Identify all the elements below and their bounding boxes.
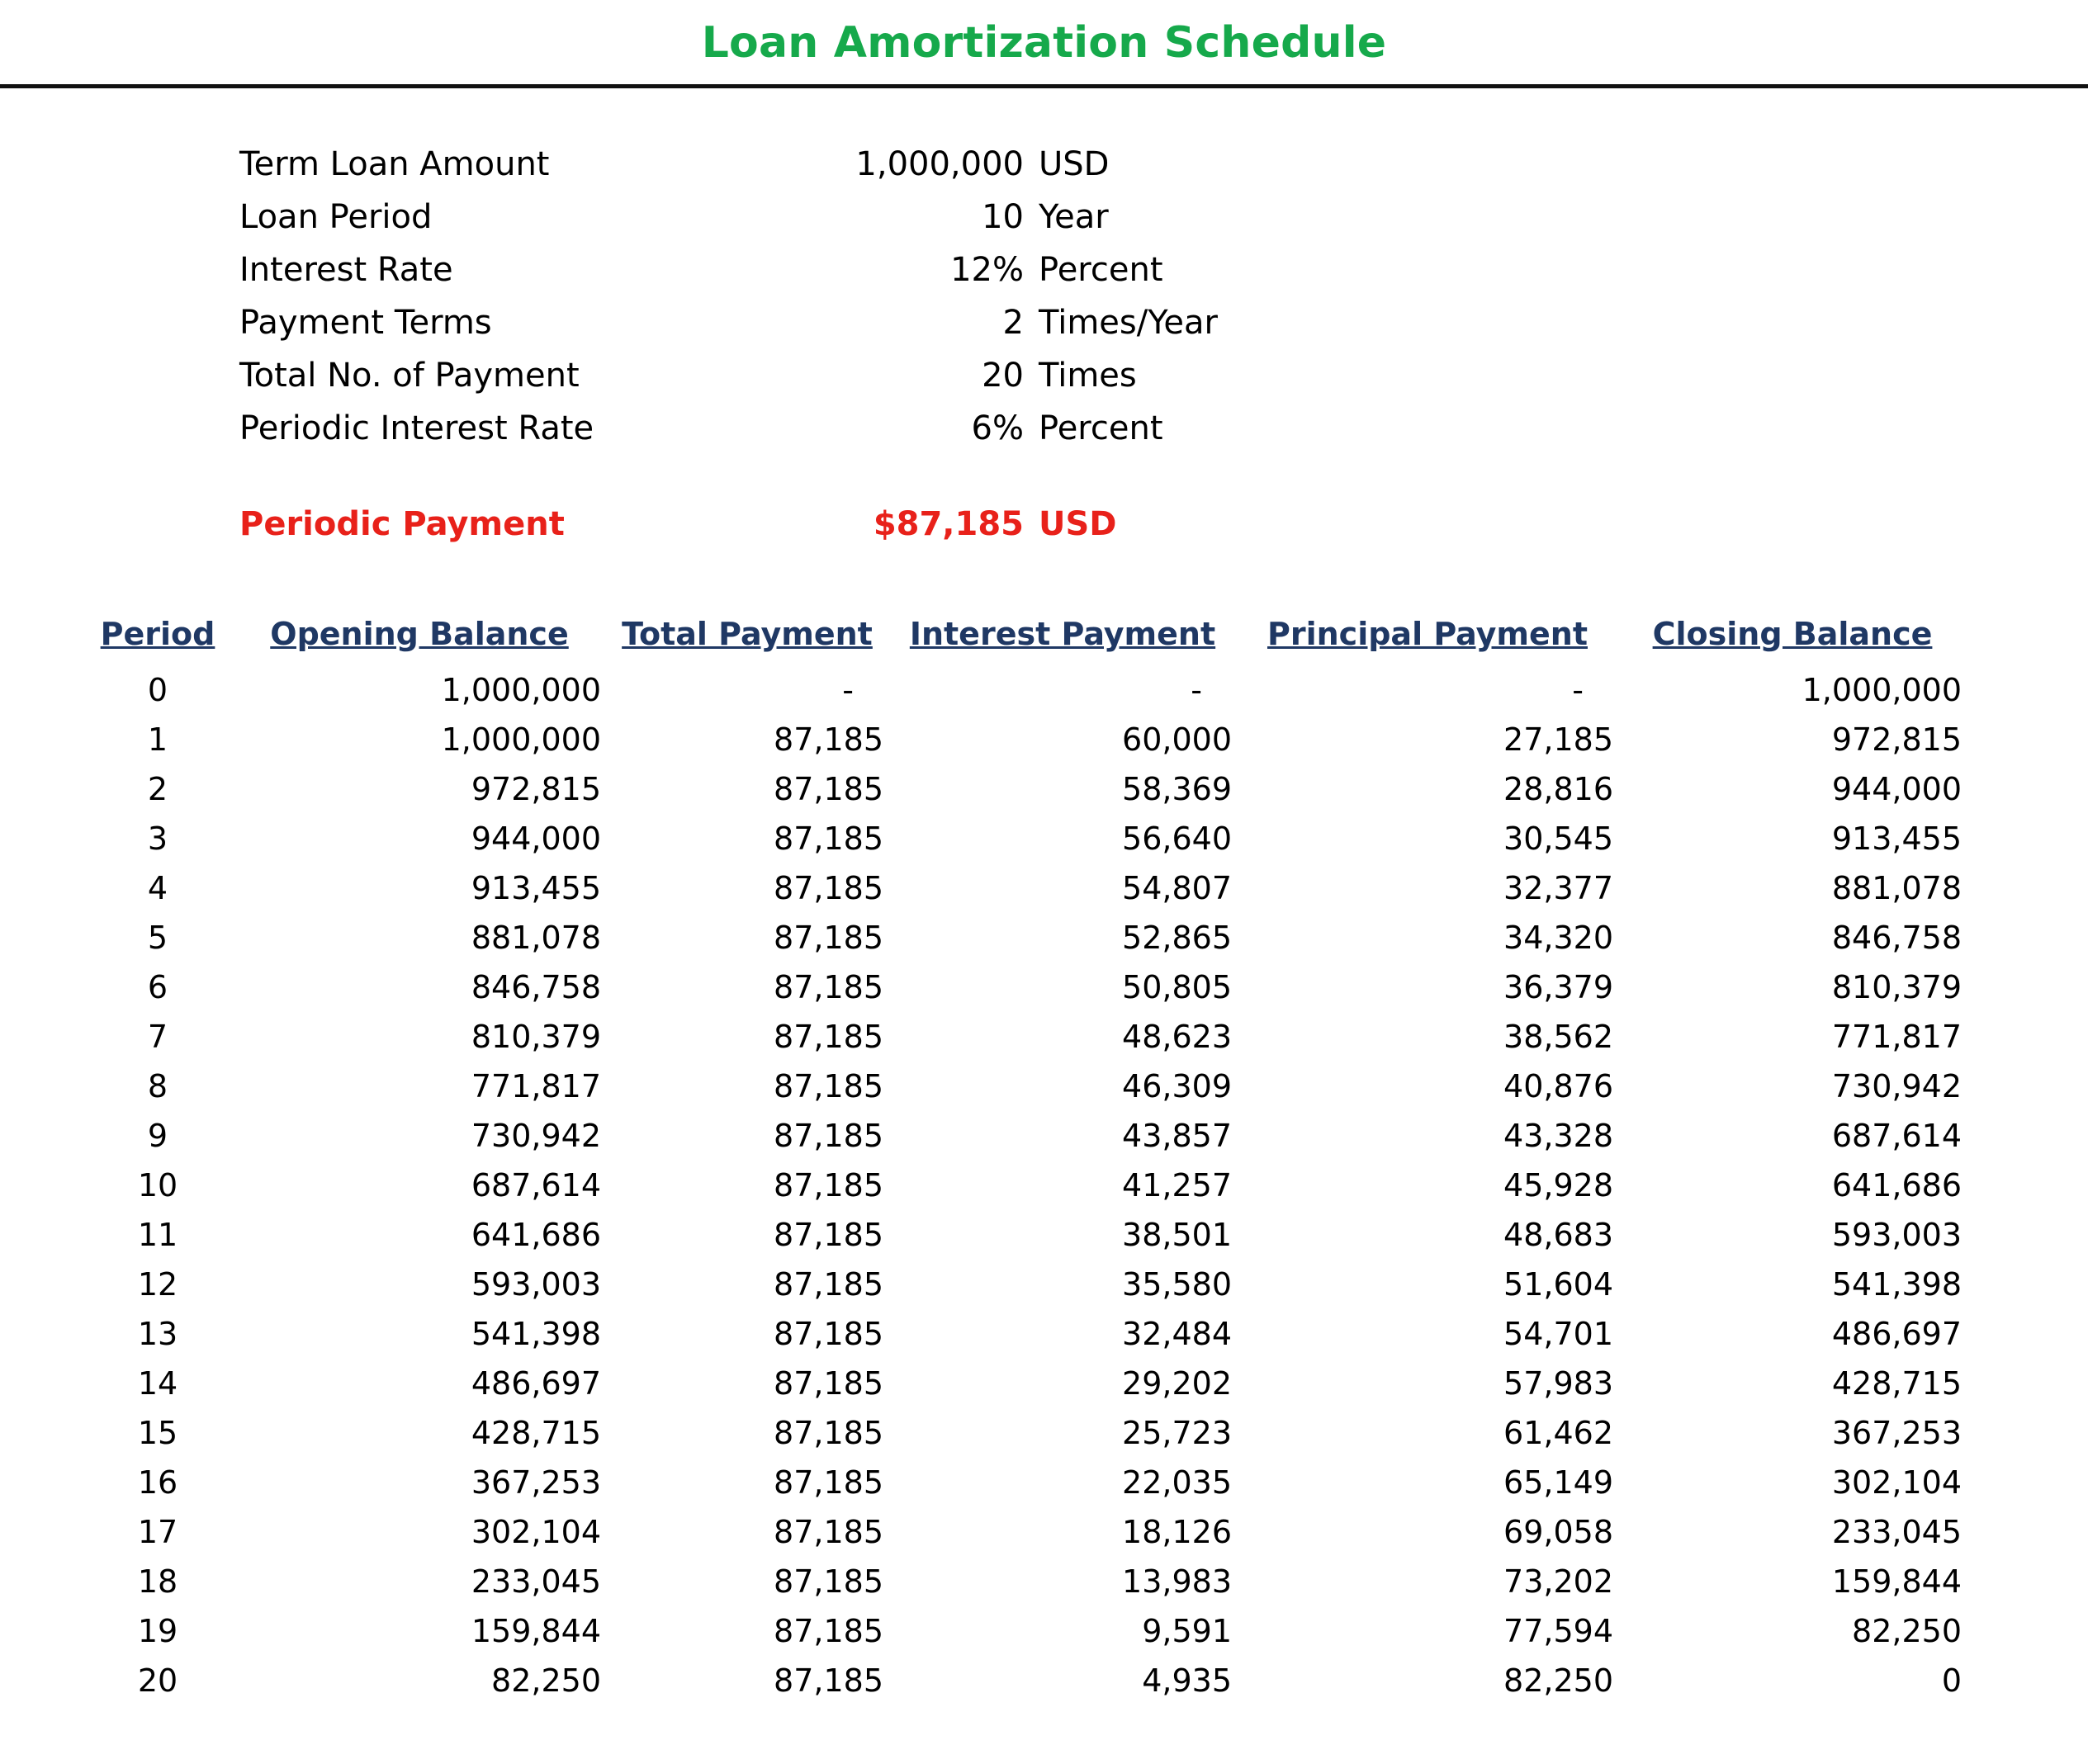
cell-total-payment: 87,185	[774, 1365, 883, 1402]
cell-period: 7	[147, 1019, 168, 1055]
table-row	[83, 1458, 1967, 1507]
cell-principal-payment: 82,250	[1503, 1662, 1613, 1699]
cell-interest-payment: 38,501	[1122, 1217, 1232, 1253]
table-row	[83, 1507, 1967, 1557]
cell-principal-payment: 45,928	[1503, 1167, 1613, 1204]
cell-closing-balance: 730,942	[1831, 1068, 1962, 1104]
cell-total-payment: 87,185	[774, 1464, 883, 1501]
cell-period: 1	[147, 721, 168, 758]
cell-interest-payment: 32,484	[1122, 1316, 1232, 1352]
cell-opening-balance: 593,003	[471, 1266, 601, 1303]
cell-period: 11	[137, 1217, 178, 1253]
parameter-value: 10	[982, 198, 1024, 236]
parameter-value: 12%	[950, 251, 1024, 289]
cell-closing-balance: 1,000,000	[1802, 672, 1962, 708]
cell-principal-payment: 65,149	[1503, 1464, 1613, 1501]
parameter-label: Interest Rate	[239, 251, 453, 289]
parameter-row	[239, 402, 1218, 455]
cell-total-payment: 87,185	[774, 1266, 883, 1303]
parameter-row	[239, 244, 1218, 296]
cell-closing-balance: 846,758	[1831, 920, 1962, 956]
cell-period: 2	[147, 771, 168, 807]
table-row	[83, 1012, 1967, 1062]
cell-principal-payment: 51,604	[1503, 1266, 1613, 1303]
cell-interest-payment: 48,623	[1122, 1019, 1232, 1055]
cell-total-payment: 87,185	[774, 920, 883, 956]
cell-principal-payment: 28,816	[1503, 771, 1613, 807]
table-row	[83, 1111, 1967, 1161]
table-row	[83, 1210, 1967, 1260]
cell-opening-balance: 428,715	[471, 1415, 601, 1451]
cell-interest-payment: 60,000	[1122, 721, 1232, 758]
cell-opening-balance: 1,000,000	[441, 721, 601, 758]
cell-closing-balance: 641,686	[1831, 1167, 1962, 1204]
cell-opening-balance: 82,250	[491, 1662, 601, 1699]
parameter-row	[239, 138, 1218, 191]
cell-principal-payment: 34,320	[1503, 920, 1613, 956]
cell-period: 13	[137, 1316, 178, 1352]
table-row	[83, 1062, 1967, 1111]
cell-opening-balance: 159,844	[471, 1613, 601, 1649]
cell-opening-balance: 687,614	[471, 1167, 601, 1204]
parameter-label: Periodic Interest Rate	[239, 409, 594, 447]
amortization-schedule-table	[83, 615, 1967, 1705]
parameter-value: 2	[1002, 304, 1024, 342]
periodic-payment-unit: USD	[1039, 505, 1117, 543]
cell-closing-balance: 687,614	[1831, 1118, 1962, 1154]
cell-period: 19	[137, 1613, 178, 1649]
cell-interest-payment: 13,983	[1122, 1563, 1232, 1600]
cell-total-payment: 87,185	[774, 1613, 883, 1649]
cell-total-payment: 87,185	[774, 1316, 883, 1352]
table-row	[83, 1408, 1967, 1458]
cell-opening-balance: 944,000	[471, 821, 601, 857]
cell-opening-balance: 913,455	[471, 870, 601, 906]
periodic-payment-label: Periodic Payment	[239, 505, 565, 543]
cell-principal-payment: 48,683	[1503, 1217, 1613, 1253]
parameter-label: Payment Terms	[239, 304, 492, 342]
cell-closing-balance: 810,379	[1831, 969, 1962, 1005]
cell-period: 5	[147, 920, 168, 956]
cell-total-payment: 87,185	[774, 771, 883, 807]
cell-total-payment: 87,185	[774, 1167, 883, 1204]
periodic-payment-value: $87,185	[873, 505, 1024, 543]
table-row	[83, 1656, 1967, 1705]
cell-opening-balance: 486,697	[471, 1365, 601, 1402]
cell-interest-payment: 52,865	[1122, 920, 1232, 956]
cell-total-payment: 87,185	[774, 969, 883, 1005]
cell-opening-balance: 846,758	[471, 969, 601, 1005]
cell-total-payment: 87,185	[774, 1514, 883, 1550]
cell-principal-payment: 36,379	[1503, 969, 1613, 1005]
cell-period: 6	[147, 969, 168, 1005]
column-header-principal-payment: Principal Payment	[1267, 616, 1588, 652]
cell-opening-balance: 541,398	[471, 1316, 601, 1352]
table-row	[83, 715, 1967, 764]
cell-total-payment: 87,185	[774, 870, 883, 906]
cell-opening-balance: 641,686	[471, 1217, 601, 1253]
cell-total-payment: 87,185	[774, 1415, 883, 1451]
title-divider	[0, 84, 2088, 88]
table-row	[83, 764, 1967, 814]
cell-period: 8	[147, 1068, 168, 1104]
table-row	[83, 863, 1967, 913]
cell-interest-payment: 4,935	[1142, 1662, 1232, 1699]
cell-interest-payment: 56,640	[1122, 821, 1232, 857]
cell-principal-payment: -	[1572, 672, 1584, 708]
cell-period: 18	[137, 1563, 178, 1600]
cell-opening-balance: 771,817	[471, 1068, 601, 1104]
periodic-payment-table	[239, 498, 1117, 551]
cell-interest-payment: 50,805	[1122, 969, 1232, 1005]
cell-opening-balance: 881,078	[471, 920, 601, 956]
cell-opening-balance: 233,045	[471, 1563, 601, 1600]
table-row	[83, 1557, 1967, 1606]
parameter-unit: USD	[1039, 145, 1110, 183]
parameter-unit: Times	[1039, 357, 1137, 395]
cell-period: 12	[137, 1266, 178, 1303]
cell-closing-balance: 944,000	[1831, 771, 1962, 807]
periodic-payment-row	[239, 498, 1117, 551]
column-header-interest-payment: Interest Payment	[909, 616, 1216, 652]
cell-closing-balance: 367,253	[1831, 1415, 1962, 1451]
cell-principal-payment: 43,328	[1503, 1118, 1613, 1154]
table-row	[83, 1161, 1967, 1210]
cell-period: 20	[137, 1662, 178, 1699]
cell-period: 15	[137, 1415, 178, 1451]
table-row	[83, 1260, 1967, 1309]
parameter-row	[239, 349, 1218, 402]
parameter-value: 6%	[971, 409, 1024, 447]
column-header-period: Period	[100, 616, 215, 652]
cell-total-payment: -	[842, 672, 854, 708]
table-row	[83, 1359, 1967, 1408]
cell-closing-balance: 913,455	[1831, 821, 1962, 857]
cell-closing-balance: 428,715	[1831, 1365, 1962, 1402]
cell-principal-payment: 38,562	[1503, 1019, 1613, 1055]
cell-opening-balance: 730,942	[471, 1118, 601, 1154]
cell-closing-balance: 881,078	[1831, 870, 1962, 906]
loan-parameters-table	[239, 138, 1218, 455]
cell-opening-balance: 302,104	[471, 1514, 601, 1550]
cell-interest-payment: 29,202	[1122, 1365, 1232, 1402]
cell-period: 4	[147, 870, 168, 906]
cell-interest-payment: 9,591	[1142, 1613, 1232, 1649]
parameter-unit: Times/Year	[1039, 304, 1218, 342]
table-row	[83, 913, 1967, 962]
cell-interest-payment: 46,309	[1122, 1068, 1232, 1104]
cell-total-payment: 87,185	[774, 821, 883, 857]
cell-total-payment: 87,185	[774, 1662, 883, 1699]
parameter-label: Loan Period	[239, 198, 433, 236]
cell-principal-payment: 73,202	[1503, 1563, 1613, 1600]
cell-closing-balance: 593,003	[1831, 1217, 1962, 1253]
column-header-total-payment: Total Payment	[622, 616, 873, 652]
cell-closing-balance: 771,817	[1831, 1019, 1962, 1055]
cell-period: 10	[137, 1167, 178, 1204]
cell-period: 14	[137, 1365, 178, 1402]
table-row	[83, 1309, 1967, 1359]
schedule-body	[83, 665, 1967, 1705]
cell-principal-payment: 69,058	[1503, 1514, 1613, 1550]
table-header-row	[83, 615, 1967, 665]
table-row	[83, 814, 1967, 863]
cell-opening-balance: 972,815	[471, 771, 601, 807]
parameter-row	[239, 296, 1218, 349]
cell-total-payment: 87,185	[774, 1563, 883, 1600]
cell-closing-balance: 0	[1941, 1662, 1962, 1699]
parameter-unit: Percent	[1039, 409, 1163, 447]
cell-interest-payment: 41,257	[1122, 1167, 1232, 1204]
cell-closing-balance: 159,844	[1831, 1563, 1962, 1600]
parameter-value: 20	[982, 357, 1024, 395]
cell-closing-balance: 486,697	[1831, 1316, 1962, 1352]
cell-period: 3	[147, 821, 168, 857]
cell-principal-payment: 77,594	[1503, 1613, 1613, 1649]
cell-interest-payment: 25,723	[1122, 1415, 1232, 1451]
cell-total-payment: 87,185	[774, 1118, 883, 1154]
cell-period: 17	[137, 1514, 178, 1550]
cell-interest-payment: 58,369	[1122, 771, 1232, 807]
column-header-opening-balance: Opening Balance	[270, 616, 569, 652]
parameter-unit: Percent	[1039, 251, 1163, 289]
cell-period: 0	[147, 672, 168, 708]
cell-principal-payment: 40,876	[1503, 1068, 1613, 1104]
table-row	[83, 962, 1967, 1012]
cell-interest-payment: 43,857	[1122, 1118, 1232, 1154]
cell-principal-payment: 32,377	[1503, 870, 1613, 906]
cell-interest-payment: 35,580	[1122, 1266, 1232, 1303]
cell-total-payment: 87,185	[774, 721, 883, 758]
cell-principal-payment: 27,185	[1503, 721, 1613, 758]
cell-principal-payment: 54,701	[1503, 1316, 1613, 1352]
cell-opening-balance: 1,000,000	[441, 672, 601, 708]
parameter-row	[239, 191, 1218, 244]
cell-interest-payment: 54,807	[1122, 870, 1232, 906]
cell-opening-balance: 810,379	[471, 1019, 601, 1055]
cell-closing-balance: 302,104	[1831, 1464, 1962, 1501]
table-row	[83, 1606, 1967, 1656]
cell-period: 16	[137, 1464, 178, 1501]
cell-closing-balance: 541,398	[1831, 1266, 1962, 1303]
cell-total-payment: 87,185	[774, 1217, 883, 1253]
cell-closing-balance: 233,045	[1831, 1514, 1962, 1550]
cell-period: 9	[147, 1118, 168, 1154]
loan-parameters	[239, 138, 2088, 455]
cell-principal-payment: 61,462	[1503, 1415, 1613, 1451]
cell-opening-balance: 367,253	[471, 1464, 601, 1501]
cell-total-payment: 87,185	[774, 1068, 883, 1104]
table-row	[83, 665, 1967, 715]
cell-closing-balance: 972,815	[1831, 721, 1962, 758]
column-header-closing-balance: Closing Balance	[1652, 616, 1933, 652]
cell-principal-payment: 57,983	[1503, 1365, 1613, 1402]
cell-closing-balance: 82,250	[1852, 1613, 1962, 1649]
cell-principal-payment: 30,545	[1503, 821, 1613, 857]
cell-total-payment: 87,185	[774, 1019, 883, 1055]
parameter-unit: Year	[1039, 198, 1109, 236]
periodic-payment-summary	[239, 498, 2088, 551]
cell-interest-payment: 18,126	[1122, 1514, 1232, 1550]
page-title: Loan Amortization Schedule	[701, 18, 1387, 68]
parameter-value: 1,000,000	[855, 145, 1024, 183]
parameter-label: Total No. of Payment	[239, 357, 580, 395]
cell-interest-payment: -	[1191, 672, 1202, 708]
cell-interest-payment: 22,035	[1122, 1464, 1232, 1501]
parameter-label: Term Loan Amount	[239, 145, 550, 183]
